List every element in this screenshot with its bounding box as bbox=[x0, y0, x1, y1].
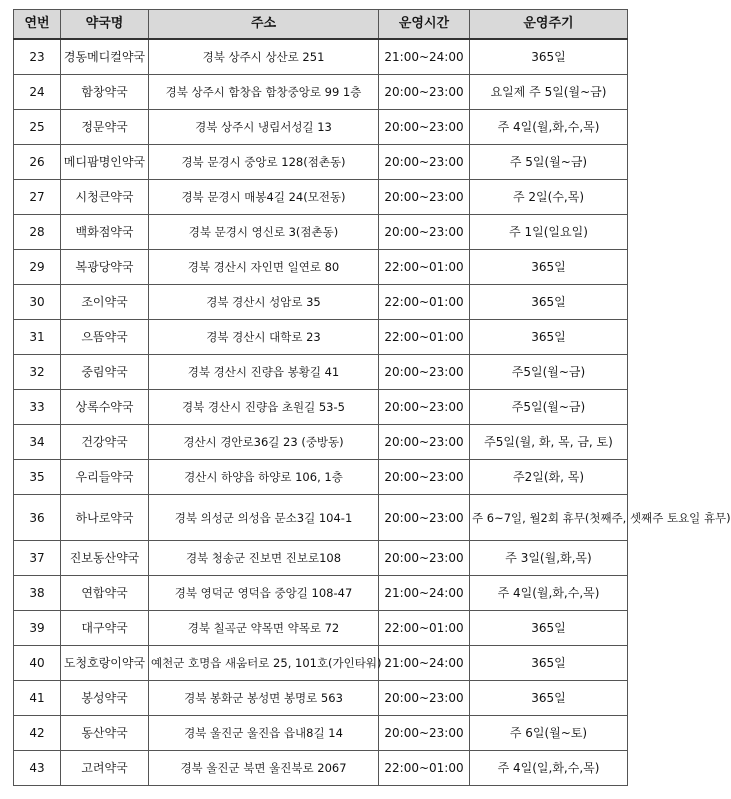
cell-pharmacy-name: 연합약국 bbox=[61, 576, 149, 611]
cell-pharmacy-name: 대구약국 bbox=[61, 611, 149, 646]
table-row bbox=[14, 180, 628, 215]
table-row bbox=[14, 681, 628, 716]
cell-cycle: 365일 bbox=[470, 646, 628, 681]
cell-cycle: 주5일(월~금) bbox=[470, 355, 628, 390]
table-row bbox=[14, 285, 628, 320]
table-row bbox=[14, 611, 628, 646]
cell-address: 경북 문경시 영신로 3(점촌동) bbox=[149, 215, 379, 250]
cell-hours: 21:00~24:00 bbox=[379, 39, 470, 75]
cell-cycle: 주 4일(월,화,수,목) bbox=[470, 110, 628, 145]
header-cycle: 운영주기 bbox=[470, 10, 628, 40]
cell-pharmacy-name: 함창약국 bbox=[61, 75, 149, 110]
table-row bbox=[14, 250, 628, 285]
cell-address: 경북 상주시 냉림서성길 13 bbox=[149, 110, 379, 145]
cell-pharmacy-name: 으뜸약국 bbox=[61, 320, 149, 355]
cell-pharmacy-name: 진보동산약국 bbox=[61, 541, 149, 576]
cell-cycle: 요일제 주 5일(월~금) bbox=[470, 75, 628, 110]
cell-pharmacy-name: 백화점약국 bbox=[61, 215, 149, 250]
cell-address: 경산시 경안로36길 23 (중방동) bbox=[149, 425, 379, 460]
table-row bbox=[14, 541, 628, 576]
cell-hours: 20:00~23:00 bbox=[379, 681, 470, 716]
cell-cycle: 주 2일(수,목) bbox=[470, 180, 628, 215]
cell-no: 41 bbox=[14, 681, 61, 716]
cell-cycle: 365일 bbox=[470, 285, 628, 320]
header-address: 주소 bbox=[149, 10, 379, 40]
cell-hours: 20:00~23:00 bbox=[379, 215, 470, 250]
cell-address: 경북 문경시 중앙로 128(점촌동) bbox=[149, 145, 379, 180]
cell-cycle: 365일 bbox=[470, 681, 628, 716]
cell-no: 30 bbox=[14, 285, 61, 320]
cell-cycle: 주5일(월~금) bbox=[470, 390, 628, 425]
cell-no: 43 bbox=[14, 751, 61, 786]
cell-no: 31 bbox=[14, 320, 61, 355]
cell-address: 경북 경산시 성암로 35 bbox=[149, 285, 379, 320]
cell-address: 경북 상주시 상산로 251 bbox=[149, 39, 379, 75]
cell-no: 24 bbox=[14, 75, 61, 110]
cell-cycle: 365일 bbox=[470, 39, 628, 75]
header-name: 약국명 bbox=[61, 10, 149, 40]
cell-pharmacy-name: 봉성약국 bbox=[61, 681, 149, 716]
cell-pharmacy-name: 하나로약국 bbox=[61, 495, 149, 541]
cell-cycle: 주 4일(일,화,수,목) bbox=[470, 751, 628, 786]
cell-cycle: 주 3일(월,화,목) bbox=[470, 541, 628, 576]
cell-address: 경북 울진군 울진읍 읍내8길 14 bbox=[149, 716, 379, 751]
cell-cycle: 주5일(월, 화, 목, 금, 토) bbox=[470, 425, 628, 460]
table-header bbox=[14, 10, 628, 40]
cell-address: 경북 영덕군 영덕읍 중앙길 108-47 bbox=[149, 576, 379, 611]
cell-address: 경북 청송군 진보면 진보로108 bbox=[149, 541, 379, 576]
table-row bbox=[14, 751, 628, 786]
cell-cycle: 주 6~7일, 월2회 휴무(첫째주, 셋째주 토요일 휴무) bbox=[470, 495, 628, 541]
cell-cycle: 주2일(화, 목) bbox=[470, 460, 628, 495]
cell-address: 경북 문경시 매봉4길 24(모전동) bbox=[149, 180, 379, 215]
table-row bbox=[14, 390, 628, 425]
cell-cycle: 365일 bbox=[470, 250, 628, 285]
cell-address: 경북 경산시 진량읍 초원길 53-5 bbox=[149, 390, 379, 425]
cell-pharmacy-name: 고려약국 bbox=[61, 751, 149, 786]
cell-cycle: 주 6일(월~토) bbox=[470, 716, 628, 751]
cell-pharmacy-name: 경동메디컬약국 bbox=[61, 39, 149, 75]
header-hours: 운영시간 bbox=[379, 10, 470, 40]
cell-no: 38 bbox=[14, 576, 61, 611]
table-row bbox=[14, 646, 628, 681]
cell-hours: 20:00~23:00 bbox=[379, 390, 470, 425]
cell-no: 29 bbox=[14, 250, 61, 285]
cell-no: 42 bbox=[14, 716, 61, 751]
cell-cycle: 주 4일(월,화,수,목) bbox=[470, 576, 628, 611]
cell-no: 34 bbox=[14, 425, 61, 460]
cell-hours: 22:00~01:00 bbox=[379, 250, 470, 285]
cell-no: 35 bbox=[14, 460, 61, 495]
cell-no: 33 bbox=[14, 390, 61, 425]
cell-address: 경북 울진군 북면 울진북로 2067 bbox=[149, 751, 379, 786]
cell-hours: 20:00~23:00 bbox=[379, 355, 470, 390]
table-row bbox=[14, 39, 628, 75]
table-row bbox=[14, 75, 628, 110]
table-row bbox=[14, 716, 628, 751]
cell-no: 23 bbox=[14, 39, 61, 75]
cell-hours: 21:00~24:00 bbox=[379, 576, 470, 611]
cell-no: 25 bbox=[14, 110, 61, 145]
table-row bbox=[14, 110, 628, 145]
cell-address: 경북 경산시 진량읍 봉황길 41 bbox=[149, 355, 379, 390]
cell-pharmacy-name: 정문약국 bbox=[61, 110, 149, 145]
cell-hours: 20:00~23:00 bbox=[379, 145, 470, 180]
cell-pharmacy-name: 메디팜명인약국 bbox=[61, 145, 149, 180]
cell-pharmacy-name: 시청큰약국 bbox=[61, 180, 149, 215]
cell-pharmacy-name: 도청호랑이약국 bbox=[61, 646, 149, 681]
table-row bbox=[14, 215, 628, 250]
cell-cycle: 주 5일(월~금) bbox=[470, 145, 628, 180]
cell-hours: 20:00~23:00 bbox=[379, 541, 470, 576]
cell-no: 26 bbox=[14, 145, 61, 180]
cell-no: 32 bbox=[14, 355, 61, 390]
cell-pharmacy-name: 우리들약국 bbox=[61, 460, 149, 495]
table-row bbox=[14, 460, 628, 495]
cell-hours: 21:00~24:00 bbox=[379, 646, 470, 681]
cell-pharmacy-name: 중림약국 bbox=[61, 355, 149, 390]
cell-no: 40 bbox=[14, 646, 61, 681]
cell-pharmacy-name: 동산약국 bbox=[61, 716, 149, 751]
cell-address: 경북 봉화군 봉성면 봉명로 563 bbox=[149, 681, 379, 716]
cell-address: 경북 칠곡군 약목면 약목로 72 bbox=[149, 611, 379, 646]
cell-address: 경북 의성군 의성읍 문소3길 104-1 bbox=[149, 495, 379, 541]
cell-no: 28 bbox=[14, 215, 61, 250]
cell-hours: 20:00~23:00 bbox=[379, 425, 470, 460]
cell-pharmacy-name: 상록수약국 bbox=[61, 390, 149, 425]
cell-hours: 20:00~23:00 bbox=[379, 75, 470, 110]
cell-hours: 20:00~23:00 bbox=[379, 495, 470, 541]
cell-hours: 20:00~23:00 bbox=[379, 716, 470, 751]
cell-address: 경북 경산시 자인면 일연로 80 bbox=[149, 250, 379, 285]
table-row bbox=[14, 576, 628, 611]
cell-cycle: 365일 bbox=[470, 320, 628, 355]
table-row bbox=[14, 320, 628, 355]
cell-hours: 22:00~01:00 bbox=[379, 285, 470, 320]
cell-pharmacy-name: 조이약국 bbox=[61, 285, 149, 320]
cell-hours: 22:00~01:00 bbox=[379, 751, 470, 786]
header-row bbox=[14, 10, 628, 40]
cell-cycle: 365일 bbox=[470, 611, 628, 646]
cell-address: 경산시 하양읍 하양로 106, 1층 bbox=[149, 460, 379, 495]
cell-hours: 20:00~23:00 bbox=[379, 180, 470, 215]
cell-no: 36 bbox=[14, 495, 61, 541]
cell-cycle: 주 1일(일요일) bbox=[470, 215, 628, 250]
cell-pharmacy-name: 건강약국 bbox=[61, 425, 149, 460]
cell-no: 37 bbox=[14, 541, 61, 576]
table-row bbox=[14, 495, 628, 541]
table-row bbox=[14, 355, 628, 390]
cell-hours: 20:00~23:00 bbox=[379, 460, 470, 495]
cell-no: 39 bbox=[14, 611, 61, 646]
table-body bbox=[14, 39, 731, 786]
cell-no: 27 bbox=[14, 180, 61, 215]
table-row bbox=[14, 425, 628, 460]
cell-hours: 22:00~01:00 bbox=[379, 320, 470, 355]
table-row bbox=[14, 145, 628, 180]
header-no: 연번 bbox=[14, 10, 61, 40]
cell-pharmacy-name: 복광당약국 bbox=[61, 250, 149, 285]
cell-address: 경북 경산시 대학로 23 bbox=[149, 320, 379, 355]
cell-hours: 22:00~01:00 bbox=[379, 611, 470, 646]
cell-address: 경북 상주시 함창읍 함창중앙로 99 1층 bbox=[149, 75, 379, 110]
pharmacy-table bbox=[13, 9, 731, 786]
cell-hours: 20:00~23:00 bbox=[379, 110, 470, 145]
cell-address: 예천군 호명읍 새움터로 25, 101호(가인타워) bbox=[149, 646, 379, 681]
